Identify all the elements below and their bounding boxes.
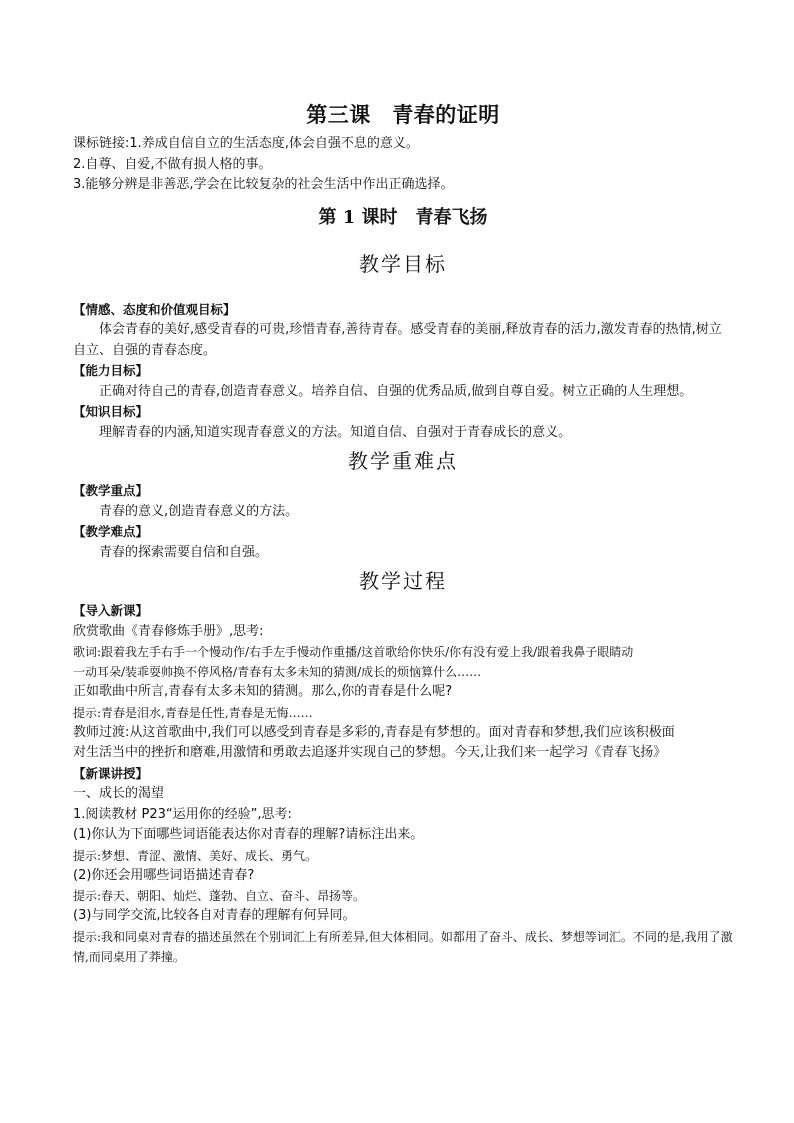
part1-title: 一、成长的渴望 — [73, 786, 165, 801]
intro-tag: 【导入新课】 — [73, 603, 149, 618]
question-3: (3)与同学交流,比较各自对青春的理解有何异同。 — [73, 908, 356, 923]
difficulty-text: 青春的探索需要自信和自强。 — [99, 544, 269, 560]
knowledge-goal-tag: 【知识目标】 — [73, 404, 149, 419]
question-3-hint: 提示:我和同桌对青春的描述虽然在个别词汇上有所差异,但大体相同。如都用了奋斗、成长、梦想等词汇。不同的是,我用了激情,而同桌用了莽撞。 — [73, 929, 733, 964]
emotion-goal-tag: 【情感、态度和价值观目标】 — [73, 301, 236, 317]
item1-text: 1.阅读教材 P23“运用你的经验”,思考: — [73, 806, 292, 822]
knowledge-goal-text: 理解青春的内涵,知道实现青春意义的方法。知道自信、自强对于青春成长的意义。 — [99, 424, 572, 440]
lesson-title: 第三课 青春的证明 — [306, 102, 500, 127]
question-1: (1)你认为下面哪些词语能表达你对青春的理解?请标注出来。 — [73, 827, 424, 842]
question-2: (2)你还会用哪些词语描述青春? — [73, 867, 255, 883]
difficulty-tag: 【教学难点】 — [73, 524, 149, 539]
process-heading: 教学过程 — [359, 569, 447, 593]
standards-line-2: 2.自尊、自爱,不做有损人格的事。 — [73, 156, 272, 172]
ability-goal-tag: 【能力目标】 — [73, 363, 149, 378]
focus-tag: 【教学重点】 — [73, 483, 149, 498]
question-1-hint: 提示:梦想、青涩、激情、美好、成长、勇气。 — [73, 848, 318, 863]
period-title: 第 1 课时 青春飞扬 — [318, 206, 488, 228]
goals-heading: 教学目标 — [359, 251, 447, 276]
question-2-hint: 提示:春天、朝阳、灿烂、蓬勃、自立、奋斗、昂扬等。 — [73, 889, 366, 903]
song-prompt: 欣赏歌曲《青春修炼手册》,思考: — [73, 623, 264, 639]
transition-line-1: 教师过渡:从这首歌曲中,我们可以感受到青春是多彩的,青春是有梦想的。面对青春和梦想,我们应该积极面 — [73, 724, 675, 740]
focus-text: 青春的意义,创造青春意义的方法。 — [99, 503, 299, 519]
new-lesson-tag: 【新课讲授】 — [73, 765, 149, 781]
transition-line-2: 对生活当中的挫折和磨难,用激情和勇敢去追逐并实现自己的梦想。今天,让我们来一起学习《青春飞扬》 — [73, 745, 667, 760]
emotion-goal-text: 体会青春的美好,感受青春的可贵,珍惜青春,善待青春。感受青春的美丽,释放青春的活力,激发青春的热情,树立自立、自强的青春态度。 — [73, 322, 722, 358]
lyrics-line-2: 一动耳朵/装乖耍帅换不停风格/青春有太多未知的猜测/成长的烦恼算什么…… — [73, 665, 482, 679]
question-text: 正如歌曲中所言,青春有太多未知的猜测。那么,你的青春是什么呢? — [73, 684, 453, 699]
ability-goal-text: 正确对待自己的青春,创造青春意义。培养自信、自强的优秀品质,做到自尊自爱。树立正确的人生理想。 — [99, 383, 693, 399]
lyrics-line-1: 歌词:跟着我左手右手一个慢动作/右手左手慢动作重播/这首歌给你快乐/你有没有爱上我/跟着我鼻子眼睛动 — [73, 645, 634, 659]
keypoints-heading: 教学重难点 — [348, 449, 458, 473]
document-body — [73, 100, 733, 967]
standards-line-3: 3.能够分辨是非善恶,学会在比较复杂的社会生活中作出正确选择。 — [73, 177, 454, 192]
standards-line-1: 课标链接:1.养成自信自立的生活态度,体会自强不息的意义。 — [73, 136, 419, 151]
question-hint: 提示:青春是泪水,青春是任性,青春是无悔…… — [73, 705, 313, 720]
